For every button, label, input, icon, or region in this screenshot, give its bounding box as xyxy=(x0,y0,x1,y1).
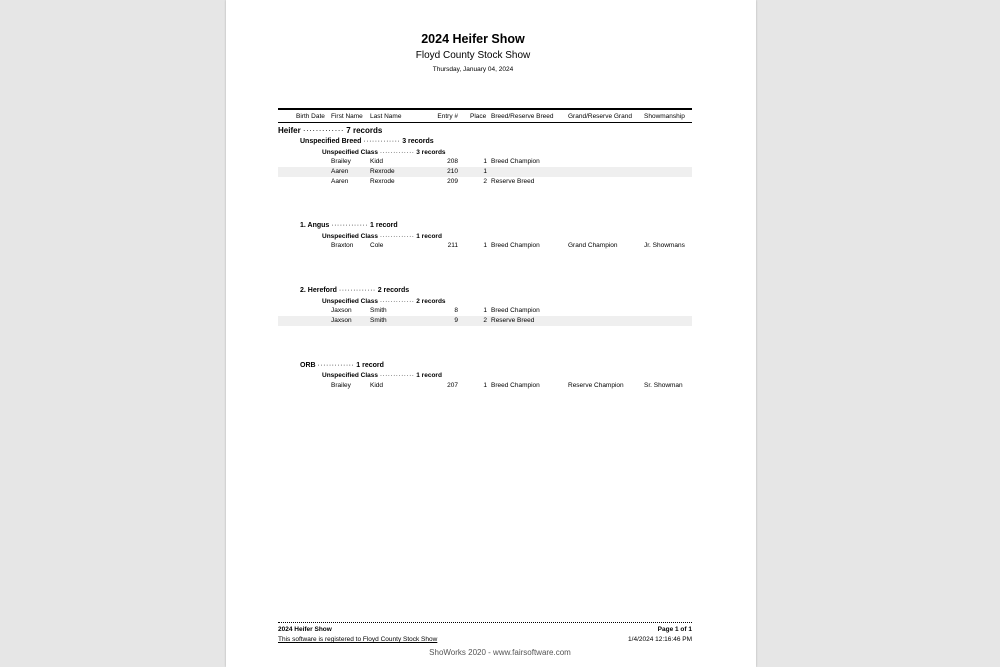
last-name: Rexrode xyxy=(370,168,395,175)
breed-header: 2. Hereford ············· 2 records xyxy=(300,287,410,294)
class-header: Unspecified Class ············· 1 record xyxy=(322,233,442,240)
footer-timestamp: 1/4/2024 12:16:46 PM xyxy=(628,636,692,643)
first-name: Braxton xyxy=(331,242,354,249)
place: 2 xyxy=(483,178,487,185)
col-grand: Grand/Reserve Grand xyxy=(568,113,632,120)
place: 1 xyxy=(483,307,487,314)
col-last-name: Last Name xyxy=(370,113,402,120)
place: 1 xyxy=(483,158,487,165)
report-title: 2024 Heifer Show xyxy=(421,32,525,46)
breed-award: Breed Champion xyxy=(491,242,540,249)
col-showmanship: Showmanship xyxy=(644,113,685,120)
group-heifer: Heifer ············· 7 records xyxy=(278,126,383,135)
col-place: Place xyxy=(470,113,487,120)
last-name: Rexrode xyxy=(370,178,395,185)
place: 1 xyxy=(483,242,487,249)
showmanship-award: Sr. Showman xyxy=(644,382,683,389)
last-name: Smith xyxy=(370,307,387,314)
breed-award: Breed Champion xyxy=(491,158,540,165)
entry-number: 8 xyxy=(454,307,458,314)
last-name: Kidd xyxy=(370,382,384,389)
last-name: Smith xyxy=(370,317,387,324)
breed-award: Breed Champion xyxy=(491,382,540,389)
breed-header: ORB ············· 1 record xyxy=(300,362,384,369)
report-date: Thursday, January 04, 2024 xyxy=(432,66,514,73)
grand-award: Reserve Champion xyxy=(568,382,624,389)
first-name: Jaxson xyxy=(331,317,352,324)
breed-header: 1. Angus ············· 1 record xyxy=(300,222,398,229)
first-name: Aaren xyxy=(331,178,349,185)
header-rule-top xyxy=(278,108,692,110)
entry-number: 208 xyxy=(447,158,458,165)
col-entry: Entry # xyxy=(437,113,458,120)
first-name: Brailey xyxy=(331,158,351,165)
first-name: Jaxson xyxy=(331,307,352,314)
first-name: Brailey xyxy=(331,382,351,389)
footer-page-number: Page 1 of 1 xyxy=(657,626,692,633)
entry-number: 9 xyxy=(454,317,458,324)
breed-award: Breed Champion xyxy=(491,307,540,314)
col-first-name: First Name xyxy=(331,113,363,120)
place: 1 xyxy=(483,168,487,175)
footer-rule xyxy=(278,622,692,623)
breed-award: Reserve Breed xyxy=(491,317,535,324)
report-page xyxy=(226,0,756,667)
viewer-watermark: ShoWorks 2020 - www.fairsoftware.com xyxy=(429,648,571,657)
showmanship-award: Jr. Showmans xyxy=(644,242,685,249)
grand-award: Grand Champion xyxy=(568,242,618,249)
entry-number: 207 xyxy=(447,382,458,389)
class-header: Unspecified Class ············· 3 records xyxy=(322,149,446,156)
footer-registered-link[interactable]: This software is registered to Floyd County Stock Show xyxy=(278,636,438,643)
last-name: Kidd xyxy=(370,158,384,165)
col-birth-date: Birth Date xyxy=(296,113,325,120)
class-header: Unspecified Class ············· 1 record xyxy=(322,372,442,379)
report-subtitle: Floyd County Stock Show xyxy=(415,50,531,61)
entry-number: 210 xyxy=(447,168,458,175)
entry-number: 209 xyxy=(447,178,458,185)
breed-header: Unspecified Breed ············· 3 records xyxy=(300,138,434,145)
col-breed: Breed/Reserve Breed xyxy=(491,113,554,120)
last-name: Cole xyxy=(370,242,384,249)
class-header: Unspecified Class ············· 2 records xyxy=(322,298,446,305)
place: 2 xyxy=(483,317,487,324)
place: 1 xyxy=(483,382,487,389)
header-rule-bottom xyxy=(278,122,692,123)
breed-award: Reserve Breed xyxy=(491,178,535,185)
first-name: Aaren xyxy=(331,168,349,175)
entry-number: 211 xyxy=(447,242,458,249)
footer-title: 2024 Heifer Show xyxy=(278,626,332,633)
